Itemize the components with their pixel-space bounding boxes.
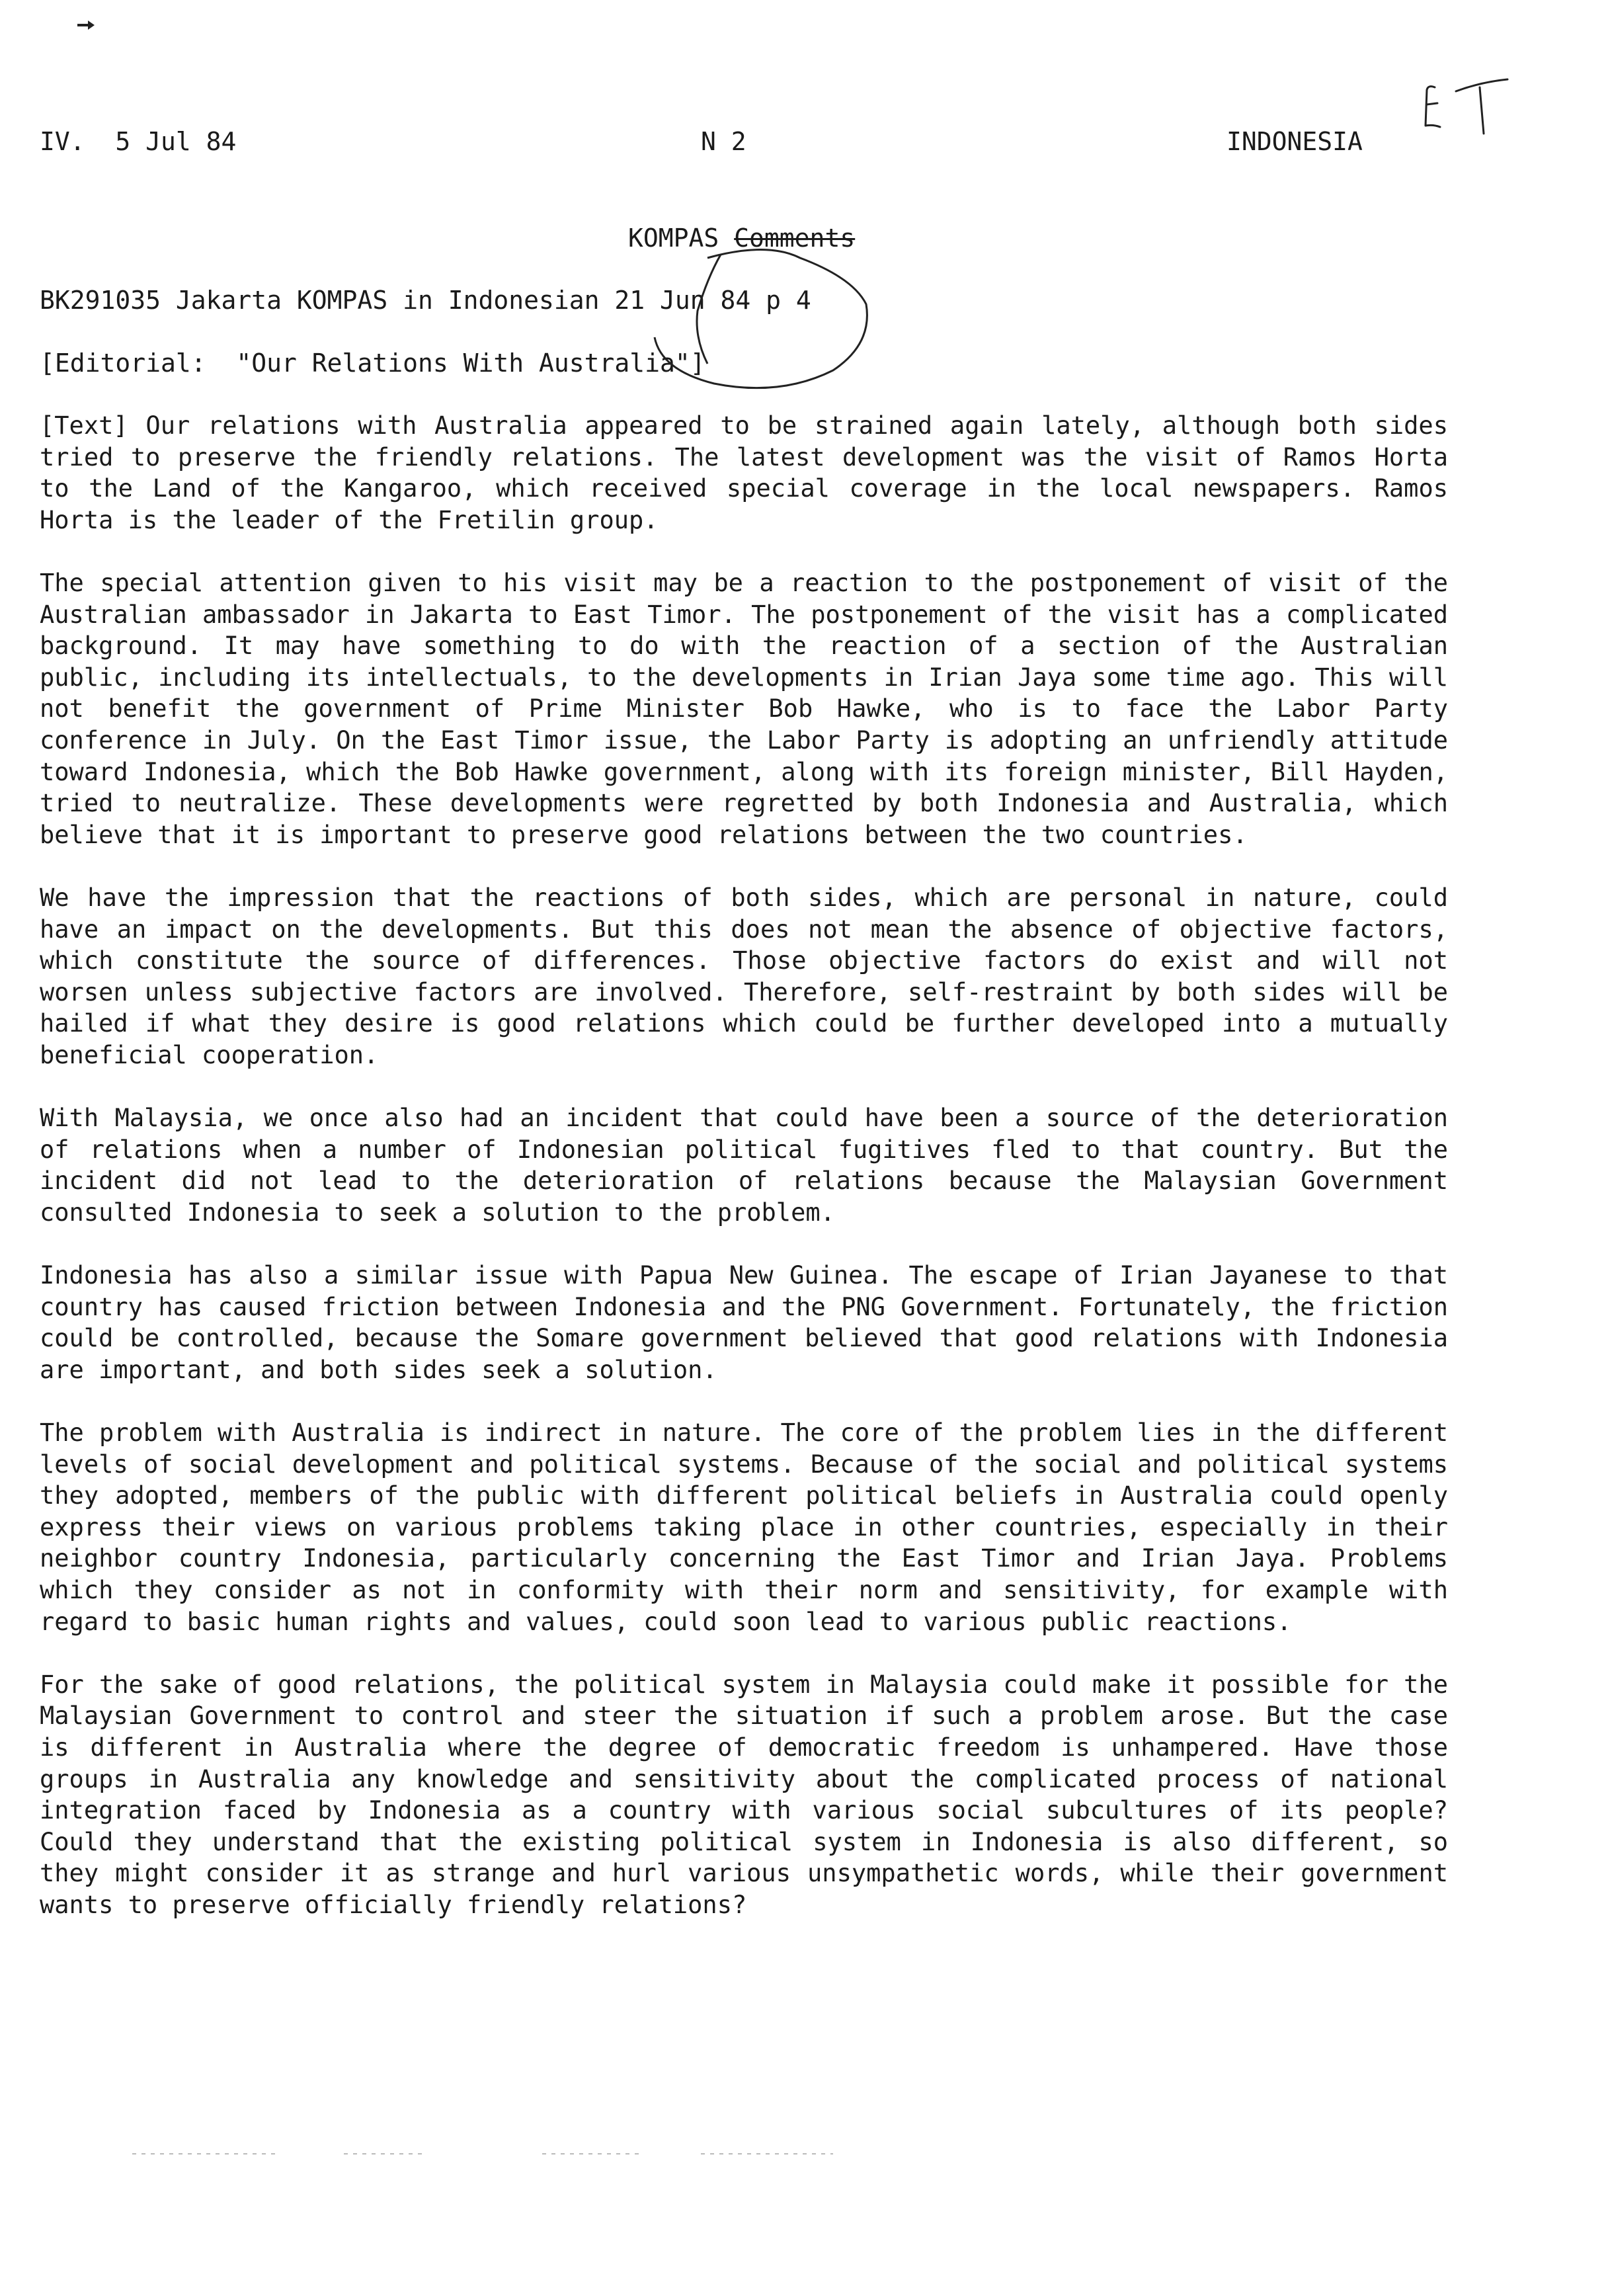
editorial-line: [Editorial: "Our Relations With Australia"] xyxy=(40,348,705,378)
title-source-name: KOMPAS xyxy=(628,224,719,253)
paragraph: The problem with Australia is indirect in nature. The core of the problem lies in the different levels of social development and political systems. Because of the social and political systems they adopted, members of the public with different political beliefs in Australia could openly express their views on various problems taking place in other countries, especially in their neighbor country Indonesia, particularly concerning the East Timor and Irian Jaya. Problems which they consider as not in conformity with their norm and sensitivity, for example with regard to basic human rights and values, could soon lead to various public reactions. xyxy=(40,1418,1448,1636)
title-struck-word: Comments xyxy=(734,224,856,253)
arrow-mark-icon xyxy=(76,19,96,32)
header-section-date: IV. 5 Jul 84 xyxy=(40,127,237,156)
paragraph: For the sake of good relations, the political system in Malaysia could make it possible for the Malaysian Government to control and steer the situation if such a problem arose. But the case is different in Australia where the degree of democratic freedom is unhampered. Have those groups in Australia any knowledge and sensitivity about the complicated process of national integration faced by Indonesia as a country with various social subcultures of its people? Could they understand that the existing political system in Indonesia is also different, so they might consider it as strange and hurl various unsympathetic words, while their government wants to preserve officially friendly relations? xyxy=(40,1670,1448,1919)
paragraph: We have the impression that the reactions of both sides, which are personal in nature, could have an impact on the developments. But this does not mean the absence of objective factors, which constitute the source of differences. Those objective factors do exist and will not worsen unless subjective factors are involved. Therefore, self-restraint by both sides will be hailed if what they desire is good relations which could be further developed into a mutually beneficial cooperation. xyxy=(40,883,1448,1069)
paragraph: With Malaysia, we once also had an incident that could have been a source of the deterioration of relations when a number of Indonesian political fugitives fled to that country. But the incident did not lead to the deterioration of relations because the Malaysian Government consulted Indonesia to seek a solution to the problem. xyxy=(40,1104,1448,1227)
paragraph: The special attention given to his visit may be a reaction to the postponement of visit of the Australian ambassador in Jakarta to East Timor. The postponement of the visit has a complicated background. It may have something to do with the reaction of a section of the Australian public, including its intellectuals, to the developments in Irian Jaya some time ago. This will not benefit the government of Prime Minister Bob Hawke, who is to face the Labor Party conference in July. On the East Timor issue, the Labor Party is adopting an unfriendly attitude toward Indonesia, which the Bob Hawke government, along with its foreign minister, Bill Hayden, tried to neutralize. These developments were regretted by both Indonesia and Australia, which believe that it is important to preserve good relations between the two countries. xyxy=(40,568,1448,849)
header-country: INDONESIA xyxy=(1226,127,1363,156)
paragraph: [Text] Our relations with Australia appeared to be strained again lately, although both sides tried to preserve the friendly relations. The latest development was the visit of Ramos Horta to the Land of the Kangaroo, which received special coverage in the local newspapers. Ramos Horta is the leader of the Fretilin group. xyxy=(40,411,1448,534)
source-line: BK291035 Jakarta KOMPAS in Indonesian 21 Jun 84 p 4 xyxy=(40,286,811,315)
handwritten-note-et xyxy=(1415,73,1514,145)
editorial-body xyxy=(40,410,1448,1952)
scan-artifact-dashes xyxy=(132,2151,860,2157)
document-title xyxy=(628,224,855,253)
paragraph: Indonesia has also a similar issue with Papua New Guinea. The escape of Irian Jayanese to that country has caused friction between Indonesia and the PNG Government. Fortunately, the friction could be controlled, because the Somare government believed that good relations with Indonesia are important, and both sides seek a solution. xyxy=(40,1261,1448,1384)
header-page-number: N 2 xyxy=(701,127,746,156)
